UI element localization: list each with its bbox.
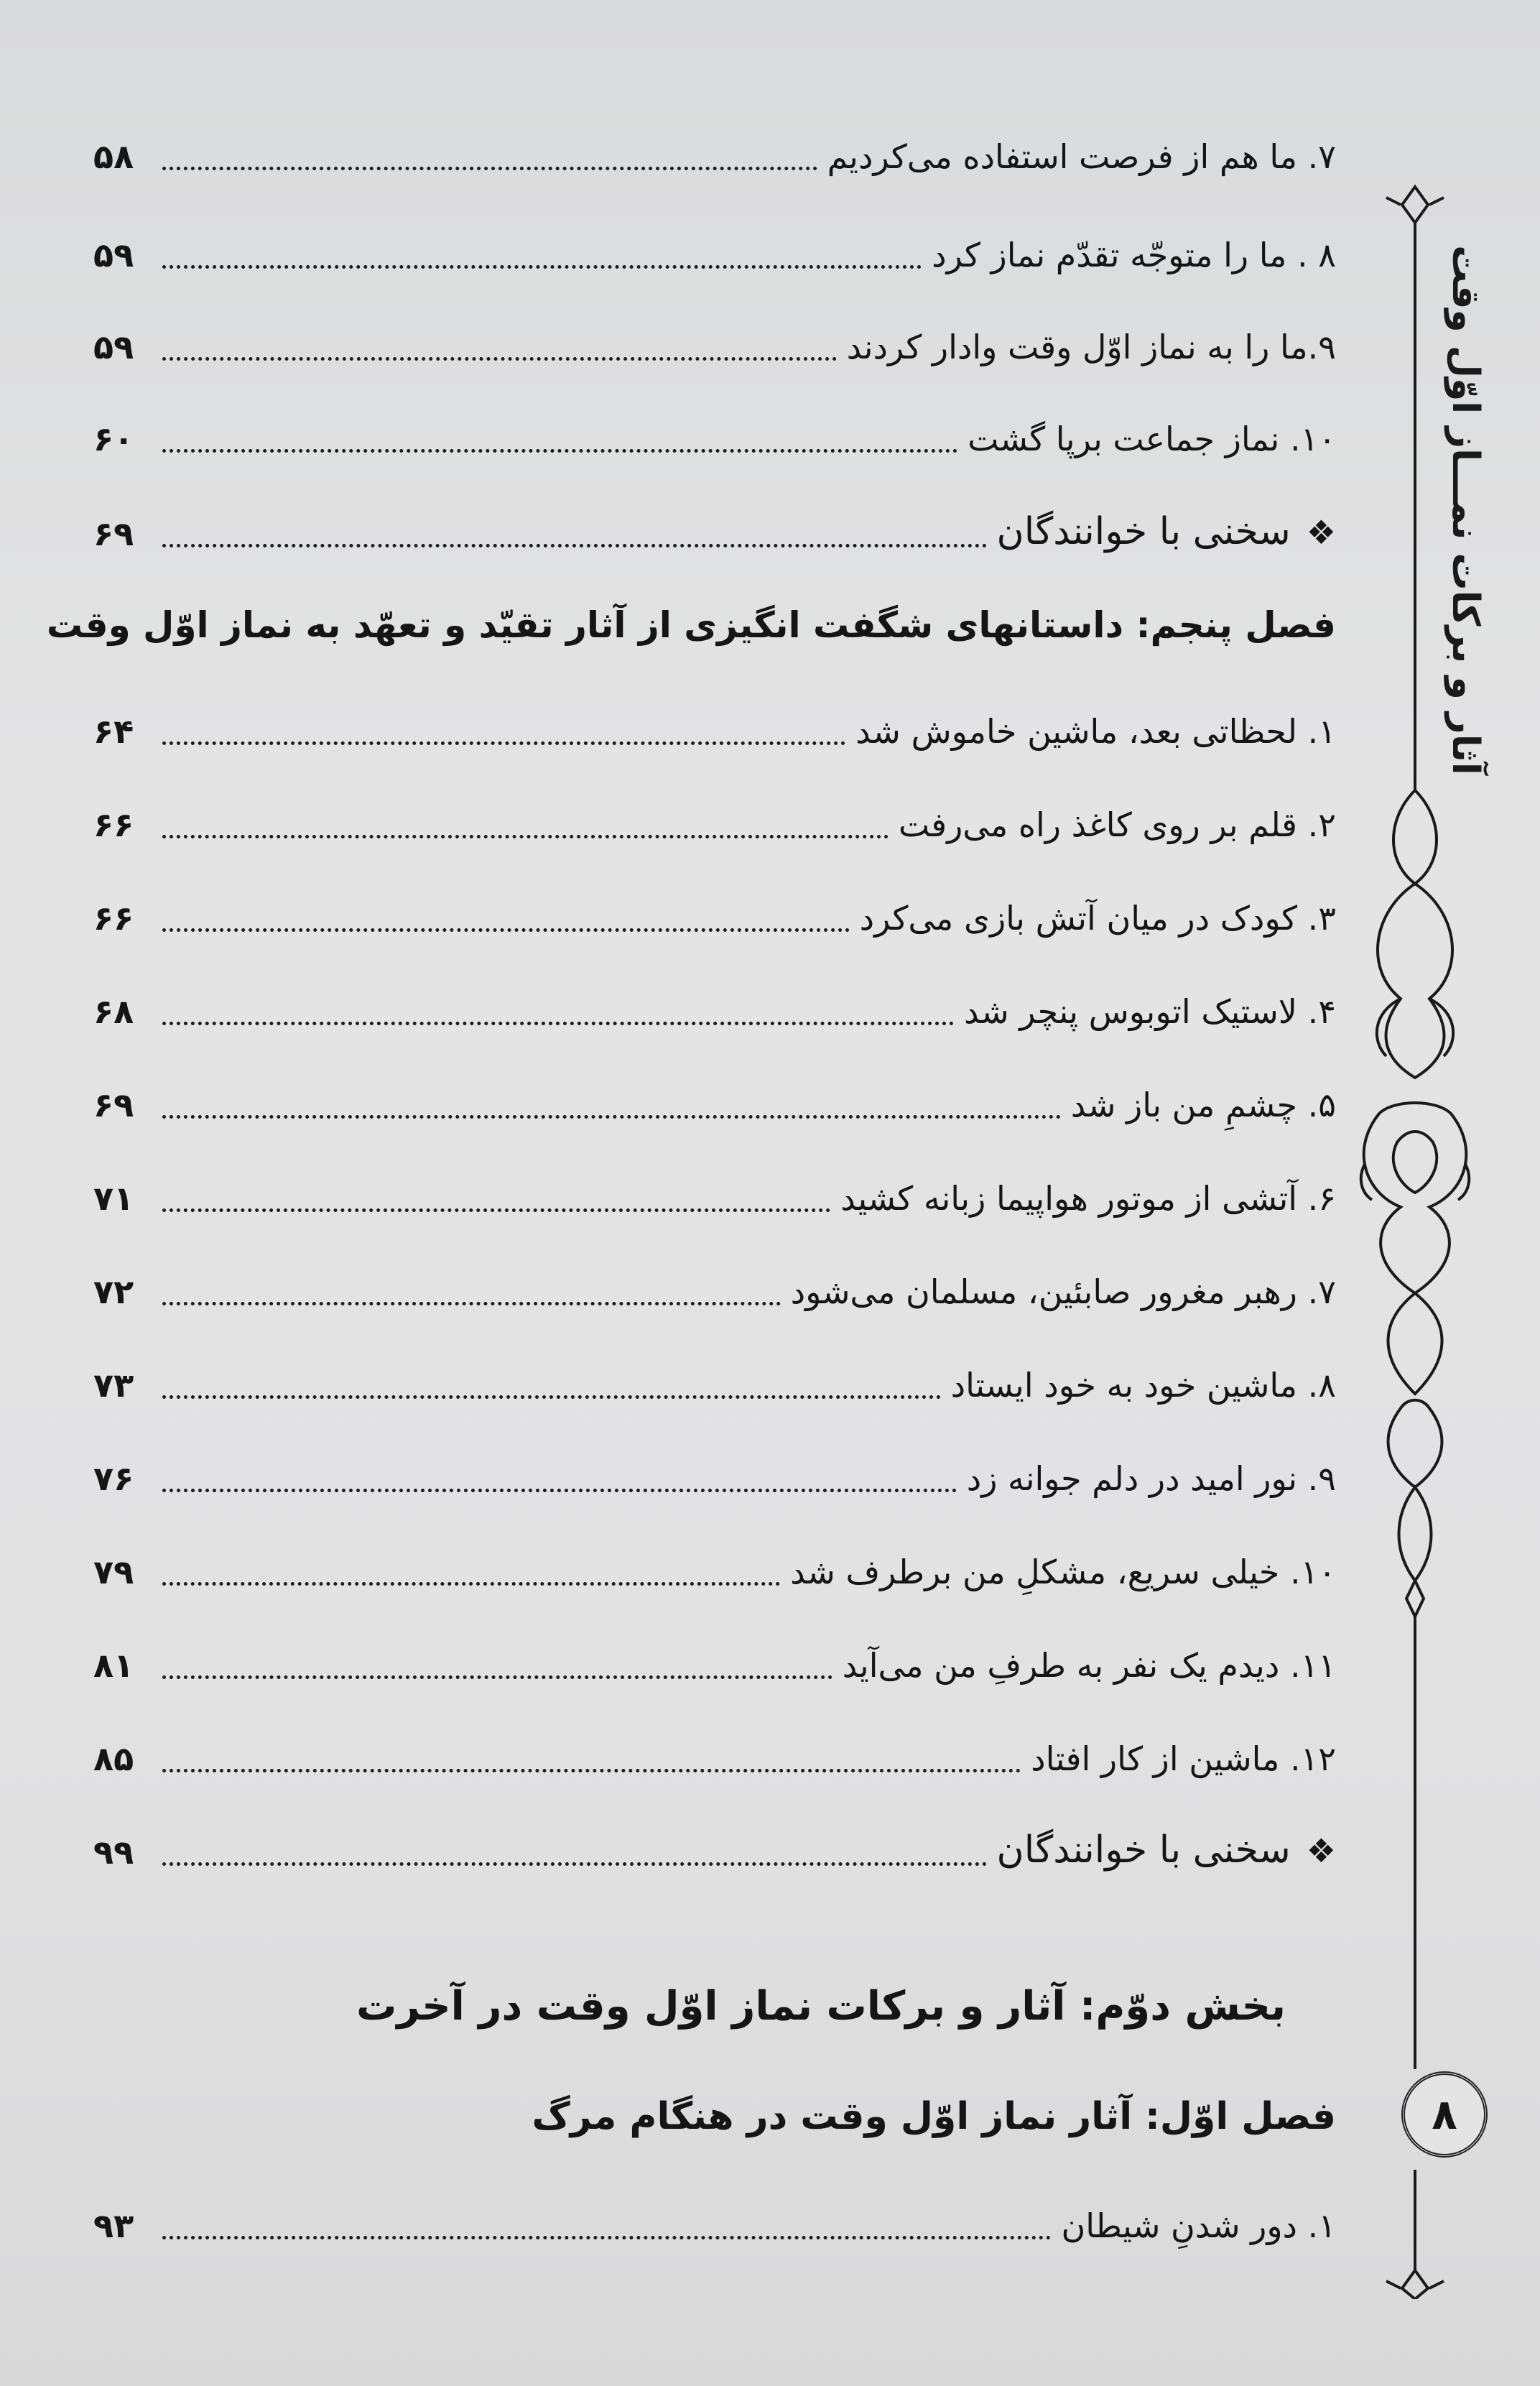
page-number: ۸ (1432, 2090, 1457, 2139)
dot-leader (162, 1675, 832, 1679)
toc-entry-title: ۵. چشمِ من باز شد (1070, 1086, 1336, 1124)
page-number-circle (1401, 2071, 1488, 2158)
toc-page-number: ۸۱ (93, 1646, 134, 1685)
toc-entry[interactable] (93, 408, 1336, 458)
toc-page-number: ۸۵ (93, 1739, 134, 1778)
toc-entry[interactable] (93, 1448, 1336, 1498)
toc-entry-text: سخنی با خوانندگان (996, 510, 1291, 553)
diamond-bullet-icon: ❖ (1306, 1831, 1336, 1870)
toc-entry-text: سخنی با خوانندگان (996, 1828, 1291, 1872)
toc-page-number: ۶۶ (93, 805, 134, 844)
toc-entry[interactable] (93, 794, 1336, 844)
dot-leader (162, 167, 817, 170)
toc-entry-readers[interactable] (93, 1821, 1336, 1872)
chapter-heading: فصل پنجم: داستانهای شگفت انگیزی از آثار تقیّد و تعهّد به نماز اوّل وقت (46, 604, 1336, 646)
diamond-bullet-icon: ❖ (1306, 513, 1336, 552)
toc-entry-title: ۱۱. دیدم یک نفر به طرفِ من می‌آید (842, 1646, 1336, 1685)
toc-entry-title: ۸. ماشین خود به خود ایستاد (950, 1366, 1336, 1405)
dot-leader (162, 544, 987, 547)
toc-page-number: ۶۹ (93, 514, 134, 553)
toc-entry[interactable] (93, 887, 1336, 938)
toc-entry-title: ۴. لاستیک اتوبوس پنچر شد (963, 992, 1336, 1031)
toc-entry-title: ۱۰. خیلی سریع، مشکلِ من برطرف شد (790, 1553, 1336, 1591)
toc-entry-title: ۱۰. نماز جماعت برپا گشت (968, 420, 1336, 458)
toc-entry-title: ۱. دور شدنِ شیطان (1061, 2206, 1336, 2245)
dot-leader (162, 1489, 957, 1492)
dot-leader (162, 928, 850, 932)
toc-entry-title: ۹.ما را به نماز اوّل وقت وادار کردند (846, 328, 1336, 366)
toc-entry-title: ۳. کودک در میان آتش بازی می‌کرد (859, 899, 1336, 938)
toc-entry-title: ۱. لحظاتی بعد، ماشین خاموش شد (855, 712, 1336, 751)
chapter-heading: فصل اوّل: آثار نماز اوّل وقت در هنگام مرگ (532, 2095, 1336, 2138)
toc-page-number: ۹۹ (93, 1833, 134, 1872)
dot-leader (162, 449, 957, 453)
toc-entry[interactable] (93, 1728, 1336, 1778)
toc-page-number: ۷۳ (93, 1366, 134, 1405)
toc-entry[interactable] (93, 1167, 1336, 1218)
dot-leader (162, 1022, 954, 1025)
toc-entry-readers[interactable] (93, 503, 1336, 553)
part-heading: بخش دوّم: آثار و برکات نماز اوّل وقت در آخرت (356, 1983, 1286, 2030)
dot-leader (162, 1582, 780, 1586)
toc-page-number: ۷۶ (93, 1459, 134, 1498)
running-header (1408, 237, 1523, 783)
toc-entry[interactable] (93, 1261, 1336, 1311)
dot-leader (162, 835, 889, 838)
running-header-text: آثار و برکات نمـــاز اوّل وقت (1444, 245, 1487, 775)
toc-entry-title: ۷. رهبر مغرور صابئین، مسلمان می‌شود (790, 1272, 1336, 1311)
toc-entry-title: ۶. آتشی از موتور هواپیما زبانه کشید (840, 1179, 1336, 1218)
dot-leader (162, 265, 922, 269)
toc-page-number: ۵۹ (93, 236, 134, 274)
toc-page-number: ۷۲ (93, 1272, 134, 1311)
toc-entry[interactable] (93, 224, 1336, 274)
toc-page-number: ۷۱ (93, 1179, 134, 1218)
toc-entry[interactable] (93, 981, 1336, 1031)
dot-leader (162, 1115, 1061, 1119)
toc-entry-title (996, 1828, 1337, 1872)
dot-leader (162, 1302, 781, 1305)
toc-entry-title: ۲. قلم بر روی کاغذ راه می‌رفت (898, 805, 1336, 844)
page-number-badge (1399, 2069, 1490, 2160)
dot-leader (162, 1208, 830, 1212)
toc-page-number: ۶۴ (93, 712, 134, 751)
toc-page-number: ۷۹ (93, 1553, 134, 1591)
dot-leader (162, 1862, 987, 1866)
toc-entry-title: ۷. ما هم از فرصت استفاده می‌کردیم (827, 137, 1336, 176)
dot-leader (162, 1395, 941, 1399)
toc-entry[interactable] (93, 1541, 1336, 1591)
toc-entry-title: ۹. نور امید در دلم جوانه زد (966, 1459, 1336, 1498)
toc-entry[interactable] (93, 700, 1336, 751)
toc-page-number: ۶۸ (93, 992, 134, 1031)
toc-entry[interactable] (93, 1354, 1336, 1405)
toc-entry-title (996, 510, 1337, 553)
toc-entry[interactable] (93, 1074, 1336, 1124)
toc-page-number: ۹۳ (93, 2206, 134, 2245)
toc-page-number: ۵۹ (93, 328, 134, 366)
toc-page-number: ۵۸ (93, 137, 134, 176)
dot-leader (162, 741, 845, 745)
toc-entry-title: ۸ . ما را متوجّه تقدّم نماز کرد (932, 236, 1336, 274)
dot-leader (162, 2236, 1051, 2239)
toc-entry[interactable] (93, 2195, 1336, 2245)
toc-entry[interactable] (93, 126, 1336, 176)
toc-page-number: ۶۹ (93, 1086, 134, 1124)
toc-page-number: ۶۶ (93, 899, 134, 938)
toc-entry[interactable] (93, 316, 1336, 366)
toc-entry-title: ۱۲. ماشین از کار افتاد (1031, 1739, 1336, 1778)
toc-entry[interactable] (93, 1634, 1336, 1685)
toc-page-number: ۶۰ (93, 420, 134, 458)
dot-leader (162, 357, 837, 361)
dot-leader (162, 1769, 1021, 1772)
